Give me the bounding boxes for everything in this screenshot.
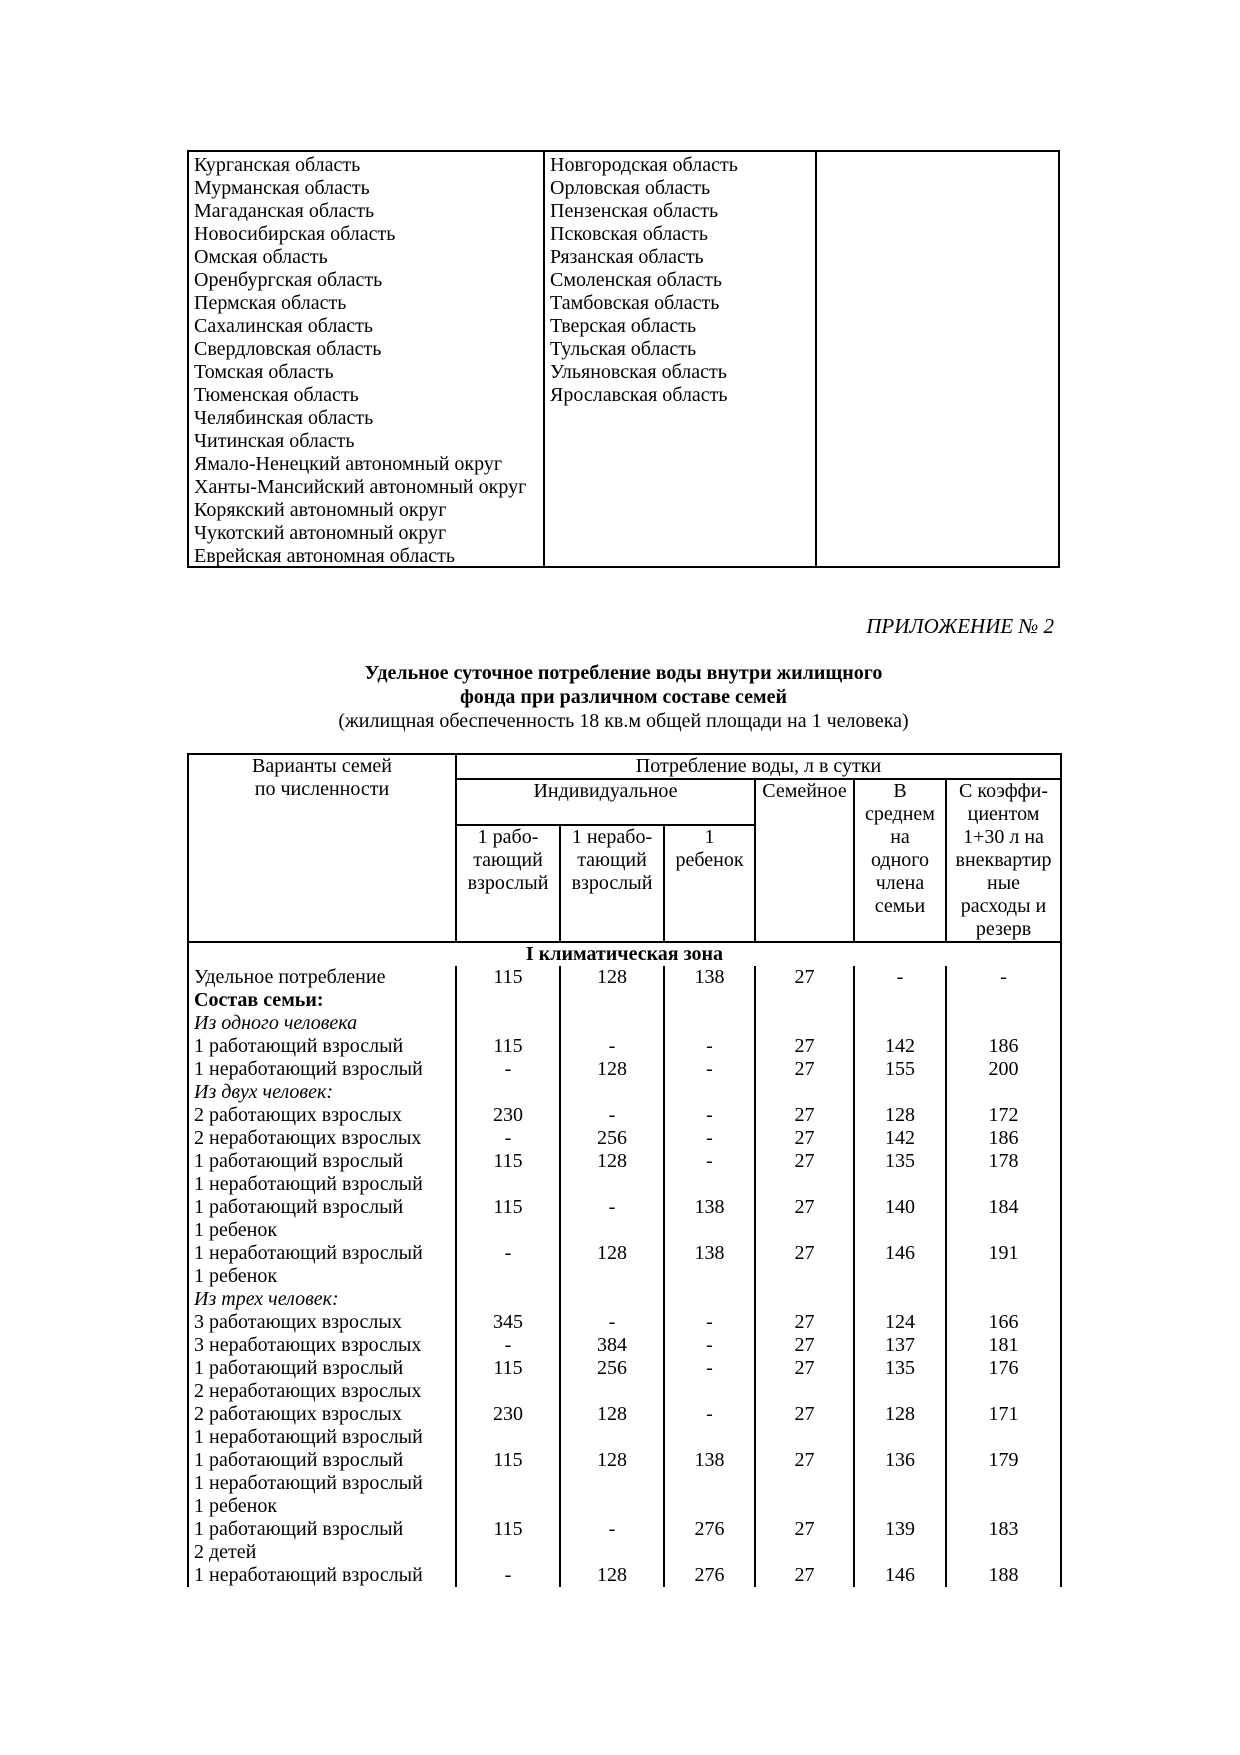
- row-value: [854, 1380, 946, 1403]
- row-value: 256: [560, 1127, 664, 1150]
- row-value: [456, 1541, 560, 1564]
- row-value: -: [664, 1058, 755, 1081]
- region-name: Свердловская область: [194, 338, 382, 360]
- climate-zone-heading: I климатическая зона: [188, 942, 1061, 966]
- row-value: [946, 1219, 1061, 1242]
- row-value: 179: [946, 1449, 1061, 1472]
- header-average: [854, 779, 946, 942]
- row-value: [456, 1495, 560, 1518]
- row-value: 136: [854, 1449, 946, 1472]
- region-name: Ульяновская область: [550, 361, 727, 383]
- row-value: [755, 989, 854, 1012]
- region-name: Корякский автономный округ: [194, 499, 447, 521]
- row-label: 1 работающий взрослый: [188, 1196, 456, 1219]
- header-line: внеквартир: [955, 849, 1052, 871]
- row-value: 138: [664, 1449, 755, 1472]
- table-row: [188, 1265, 1061, 1288]
- row-value: 27: [755, 1449, 854, 1472]
- row-label: Состав семьи:: [188, 989, 456, 1012]
- row-value: [854, 1472, 946, 1495]
- table-row: [188, 1035, 1061, 1058]
- row-value: -: [456, 1334, 560, 1357]
- row-value: 27: [755, 1334, 854, 1357]
- row-label: 1 работающий взрослый: [188, 1518, 456, 1541]
- row-value: [755, 1081, 854, 1104]
- row-value: [946, 989, 1061, 1012]
- table-title: [187, 661, 1060, 733]
- row-value: [456, 1380, 560, 1403]
- row-label: Из двух человек:: [188, 1081, 456, 1104]
- row-label: Удельное потребление: [188, 966, 456, 989]
- row-value: [664, 1426, 755, 1449]
- row-value: 27: [755, 1150, 854, 1173]
- table-row: [188, 966, 1061, 989]
- title-line-2: фонда при различном составе семей: [459, 686, 788, 708]
- table-row: [188, 1242, 1061, 1265]
- header-variants-line-1: Варианты семей: [252, 755, 392, 777]
- row-label: 3 работающих взрослых: [188, 1311, 456, 1334]
- row-value: [755, 1173, 854, 1196]
- row-value: 128: [560, 1150, 664, 1173]
- header-nonworking-adult: [560, 825, 664, 942]
- row-value: -: [664, 1035, 755, 1058]
- region-name: Тюменская область: [194, 384, 359, 406]
- table-row: [188, 1173, 1061, 1196]
- row-value: [664, 1173, 755, 1196]
- row-value: 230: [456, 1403, 560, 1426]
- row-value: -: [560, 1196, 664, 1219]
- table-row: [188, 1426, 1061, 1449]
- header-line: расходы и: [960, 895, 1047, 917]
- row-value: 181: [946, 1334, 1061, 1357]
- row-label: 1 работающий взрослый: [188, 1035, 456, 1058]
- header-line: ребенок: [675, 849, 744, 871]
- header-line: С коэффи-: [959, 780, 1048, 802]
- region-name: Пензенская область: [550, 200, 719, 222]
- row-value: 128: [560, 1564, 664, 1587]
- region-name: Рязанская область: [550, 246, 704, 268]
- header-consumption: Потребление воды, л в сутки: [456, 754, 1061, 779]
- row-value: [755, 1495, 854, 1518]
- row-value: 128: [560, 1058, 664, 1081]
- row-value: [560, 1265, 664, 1288]
- row-label: Из одного человека: [188, 1012, 456, 1035]
- region-name: Пермская область: [194, 292, 347, 314]
- row-value: [664, 1380, 755, 1403]
- regions-column-1: [189, 152, 545, 566]
- row-value: [946, 1541, 1061, 1564]
- header-line: взрослый: [571, 872, 653, 894]
- row-value: 138: [664, 1242, 755, 1265]
- table-row: [188, 1472, 1061, 1495]
- region-name: Оренбургская область: [194, 269, 383, 291]
- table-row: [188, 1196, 1061, 1219]
- row-value: 184: [946, 1196, 1061, 1219]
- row-value: 115: [456, 966, 560, 989]
- table-row: [188, 989, 1061, 1012]
- row-value: 27: [755, 1058, 854, 1081]
- row-value: [946, 1012, 1061, 1035]
- row-value: 128: [854, 1104, 946, 1127]
- header-line: члена: [875, 872, 925, 894]
- row-value: [456, 1219, 560, 1242]
- region-name: Читинская область: [194, 430, 355, 452]
- row-value: -: [664, 1334, 755, 1357]
- row-label: 2 неработающих взрослых: [188, 1127, 456, 1150]
- row-value: [946, 1173, 1061, 1196]
- header-line: В: [893, 780, 907, 802]
- region-name: Тульская область: [550, 338, 697, 360]
- row-value: [755, 1219, 854, 1242]
- row-value: 146: [854, 1242, 946, 1265]
- row-value: 27: [755, 1311, 854, 1334]
- row-value: 186: [946, 1035, 1061, 1058]
- row-value: [854, 1288, 946, 1311]
- row-value: -: [664, 1104, 755, 1127]
- table-row: [188, 1012, 1061, 1035]
- table-row: [188, 1334, 1061, 1357]
- row-value: 138: [664, 1196, 755, 1219]
- appendix-label: ПРИЛОЖЕНИЕ № 2: [866, 614, 1054, 638]
- row-label: 1 неработающий взрослый: [188, 1242, 456, 1265]
- row-value: [456, 1426, 560, 1449]
- row-value: 135: [854, 1357, 946, 1380]
- row-label: 1 ребенок: [188, 1495, 456, 1518]
- row-value: [560, 1380, 664, 1403]
- row-label: Из трех человек:: [188, 1288, 456, 1311]
- row-value: [456, 1288, 560, 1311]
- row-value: [560, 1173, 664, 1196]
- row-value: [946, 1495, 1061, 1518]
- row-value: [664, 1219, 755, 1242]
- row-value: [456, 1472, 560, 1495]
- row-value: [755, 1288, 854, 1311]
- row-value: 27: [755, 966, 854, 989]
- header-line: семьи: [874, 895, 926, 917]
- row-value: 188: [946, 1564, 1061, 1587]
- row-value: [755, 1265, 854, 1288]
- row-value: 27: [755, 1357, 854, 1380]
- header-line: тающий: [577, 849, 647, 871]
- table-row: [188, 1449, 1061, 1472]
- row-value: [560, 1495, 664, 1518]
- header-line: тающий: [473, 849, 543, 871]
- row-value: 27: [755, 1242, 854, 1265]
- row-value: [560, 1219, 664, 1242]
- row-value: 115: [456, 1150, 560, 1173]
- row-value: [946, 1380, 1061, 1403]
- table-row: [188, 1058, 1061, 1081]
- table-row: [188, 1541, 1061, 1564]
- table-row: [188, 1518, 1061, 1541]
- header-line: 1: [704, 826, 715, 848]
- row-value: [755, 1426, 854, 1449]
- header-line: резерв: [975, 918, 1032, 940]
- row-label: 1 неработающий взрослый: [188, 1564, 456, 1587]
- header-variants-line-2: по численности: [254, 778, 390, 800]
- row-value: [664, 1012, 755, 1035]
- row-value: 138: [664, 966, 755, 989]
- region-name: Томская область: [194, 361, 334, 383]
- table-body: [188, 966, 1061, 1587]
- table-row: [188, 1219, 1061, 1242]
- row-value: -: [854, 966, 946, 989]
- row-value: 230: [456, 1104, 560, 1127]
- region-name: Ямало-Ненецкий автономный округ: [194, 453, 503, 475]
- row-value: 146: [854, 1564, 946, 1587]
- region-name: Ярославская область: [550, 384, 728, 406]
- row-value: 172: [946, 1104, 1061, 1127]
- table-row: [188, 1311, 1061, 1334]
- row-value: 191: [946, 1242, 1061, 1265]
- row-value: [664, 1081, 755, 1104]
- row-value: [560, 1081, 664, 1104]
- row-value: 178: [946, 1150, 1061, 1173]
- row-value: [560, 1541, 664, 1564]
- row-label: 2 неработающих взрослых: [188, 1380, 456, 1403]
- row-value: 115: [456, 1518, 560, 1541]
- header-individual: Индивидуальное: [456, 779, 755, 825]
- region-name: Чукотский автономный округ: [194, 522, 447, 544]
- row-value: -: [560, 1311, 664, 1334]
- header-line: 1 нерабо-: [571, 826, 653, 848]
- region-name: Смоленская область: [550, 269, 722, 291]
- header-line: взрослый: [467, 872, 549, 894]
- row-label: 1 ребенок: [188, 1265, 456, 1288]
- row-value: 140: [854, 1196, 946, 1219]
- region-name: Новосибирская область: [194, 223, 396, 245]
- row-value: [456, 1265, 560, 1288]
- row-value: 166: [946, 1311, 1061, 1334]
- row-value: [854, 1426, 946, 1449]
- row-value: [560, 1012, 664, 1035]
- row-value: [560, 1472, 664, 1495]
- row-value: 142: [854, 1127, 946, 1150]
- regions-column-3: [817, 152, 1058, 566]
- row-value: [946, 1265, 1061, 1288]
- row-value: -: [456, 1564, 560, 1587]
- region-name: Орловская область: [550, 177, 711, 199]
- row-value: -: [456, 1127, 560, 1150]
- row-value: [946, 1081, 1061, 1104]
- row-value: [456, 1173, 560, 1196]
- row-value: [664, 1541, 755, 1564]
- row-value: [755, 1541, 854, 1564]
- row-value: [664, 989, 755, 1012]
- water-consumption-table: [187, 753, 1062, 1587]
- region-name: Мурманская область: [194, 177, 370, 199]
- row-value: 171: [946, 1403, 1061, 1426]
- row-value: [854, 1219, 946, 1242]
- row-value: 115: [456, 1196, 560, 1219]
- header-line: ные: [986, 872, 1021, 894]
- row-label: 1 неработающий взрослый: [188, 1173, 456, 1196]
- row-value: 183: [946, 1518, 1061, 1541]
- row-value: [755, 1380, 854, 1403]
- row-value: 186: [946, 1127, 1061, 1150]
- row-value: [946, 1472, 1061, 1495]
- row-value: 124: [854, 1311, 946, 1334]
- row-value: -: [664, 1403, 755, 1426]
- row-value: [560, 989, 664, 1012]
- region-name: Псковская область: [550, 223, 708, 245]
- row-value: -: [664, 1127, 755, 1150]
- row-label: 1 неработающий взрослый: [188, 1472, 456, 1495]
- region-name: Омская область: [194, 246, 328, 268]
- table-row: [188, 1104, 1061, 1127]
- row-value: 27: [755, 1518, 854, 1541]
- row-value: 256: [560, 1357, 664, 1380]
- region-name: Магаданская область: [194, 200, 375, 222]
- row-value: -: [664, 1150, 755, 1173]
- title-note: (жилищная обеспеченность 18 кв.м общей площади на 1 человека): [338, 710, 909, 732]
- header-child: [664, 825, 755, 942]
- row-value: 139: [854, 1518, 946, 1541]
- header-coefficient: [946, 779, 1061, 942]
- region-name: Тамбовская область: [550, 292, 720, 314]
- row-value: -: [664, 1311, 755, 1334]
- row-label: 1 работающий взрослый: [188, 1150, 456, 1173]
- row-value: 27: [755, 1127, 854, 1150]
- row-value: -: [664, 1357, 755, 1380]
- row-value: 176: [946, 1357, 1061, 1380]
- table-row: [188, 1564, 1061, 1587]
- row-value: 128: [560, 1449, 664, 1472]
- row-value: [946, 1288, 1061, 1311]
- row-value: [755, 1012, 854, 1035]
- row-value: 115: [456, 1449, 560, 1472]
- row-value: [560, 1288, 664, 1311]
- region-name: Сахалинская область: [194, 315, 374, 337]
- row-label: 2 работающих взрослых: [188, 1104, 456, 1127]
- header-variants: [188, 754, 456, 942]
- region-name: Ханты-Мансийский автономный округ: [194, 476, 527, 498]
- table-row: [188, 1127, 1061, 1150]
- table-row: [188, 1357, 1061, 1380]
- row-value: -: [560, 1518, 664, 1541]
- row-value: 27: [755, 1035, 854, 1058]
- table-row: [188, 1403, 1061, 1426]
- row-label: 1 работающий взрослый: [188, 1449, 456, 1472]
- regions-column-2: [545, 152, 817, 566]
- row-value: [456, 1081, 560, 1104]
- row-value: [664, 1495, 755, 1518]
- row-value: [854, 989, 946, 1012]
- row-label: 1 неработающий взрослый: [188, 1426, 456, 1449]
- row-value: [854, 1495, 946, 1518]
- row-value: 27: [755, 1564, 854, 1587]
- row-value: 27: [755, 1104, 854, 1127]
- row-value: [560, 1426, 664, 1449]
- row-value: -: [560, 1035, 664, 1058]
- row-value: [456, 989, 560, 1012]
- header-line: 1 рабо-: [477, 826, 539, 848]
- row-value: 128: [560, 966, 664, 989]
- row-value: [456, 1012, 560, 1035]
- row-value: 128: [854, 1403, 946, 1426]
- table-row: [188, 1150, 1061, 1173]
- row-value: 27: [755, 1403, 854, 1426]
- row-label: 2 детей: [188, 1541, 456, 1564]
- header-line: на: [890, 826, 910, 848]
- row-value: 137: [854, 1334, 946, 1357]
- row-label: 1 неработающий взрослый: [188, 1058, 456, 1081]
- row-value: 128: [560, 1403, 664, 1426]
- row-value: -: [456, 1242, 560, 1265]
- row-value: [664, 1472, 755, 1495]
- header-line: циентом: [967, 803, 1040, 825]
- table-row: [188, 1380, 1061, 1403]
- row-value: 155: [854, 1058, 946, 1081]
- row-value: 345: [456, 1311, 560, 1334]
- row-value: 200: [946, 1058, 1061, 1081]
- table-row: [188, 1081, 1061, 1104]
- row-value: 384: [560, 1334, 664, 1357]
- row-value: 27: [755, 1196, 854, 1219]
- table-row: [188, 1495, 1061, 1518]
- row-value: -: [946, 966, 1061, 989]
- header-line: 1+30 л на: [963, 826, 1044, 848]
- row-value: [854, 1012, 946, 1035]
- row-value: 276: [664, 1564, 755, 1587]
- row-label: 1 работающий взрослый: [188, 1357, 456, 1380]
- row-value: [854, 1541, 946, 1564]
- table-row: [188, 1288, 1061, 1311]
- row-value: [854, 1081, 946, 1104]
- header-line: одного: [870, 849, 929, 871]
- title-line-1: Удельное суточное потребление воды внутри жилищного: [364, 662, 883, 684]
- row-value: 142: [854, 1035, 946, 1058]
- row-value: [755, 1472, 854, 1495]
- row-value: -: [560, 1104, 664, 1127]
- row-value: [854, 1173, 946, 1196]
- header-working-adult: [456, 825, 560, 942]
- row-value: 135: [854, 1150, 946, 1173]
- region-name: Тверская область: [550, 315, 697, 337]
- regions-table: [187, 150, 1060, 568]
- row-value: 128: [560, 1242, 664, 1265]
- header-line: среднем: [865, 803, 935, 825]
- row-value: [664, 1288, 755, 1311]
- row-value: 276: [664, 1518, 755, 1541]
- row-label: 2 работающих взрослых: [188, 1403, 456, 1426]
- row-value: [946, 1426, 1061, 1449]
- row-value: -: [456, 1058, 560, 1081]
- row-value: 115: [456, 1035, 560, 1058]
- region-name: Новгородская область: [550, 154, 738, 176]
- row-value: [664, 1265, 755, 1288]
- row-label: 3 неработающих взрослых: [188, 1334, 456, 1357]
- row-value: 115: [456, 1357, 560, 1380]
- row-label: 1 ребенок: [188, 1219, 456, 1242]
- row-value: [854, 1265, 946, 1288]
- region-name: Еврейская автономная область: [194, 545, 455, 567]
- header-family: Семейное: [755, 779, 854, 942]
- region-name: Курганская область: [194, 154, 361, 176]
- region-name: Челябинская область: [194, 407, 374, 429]
